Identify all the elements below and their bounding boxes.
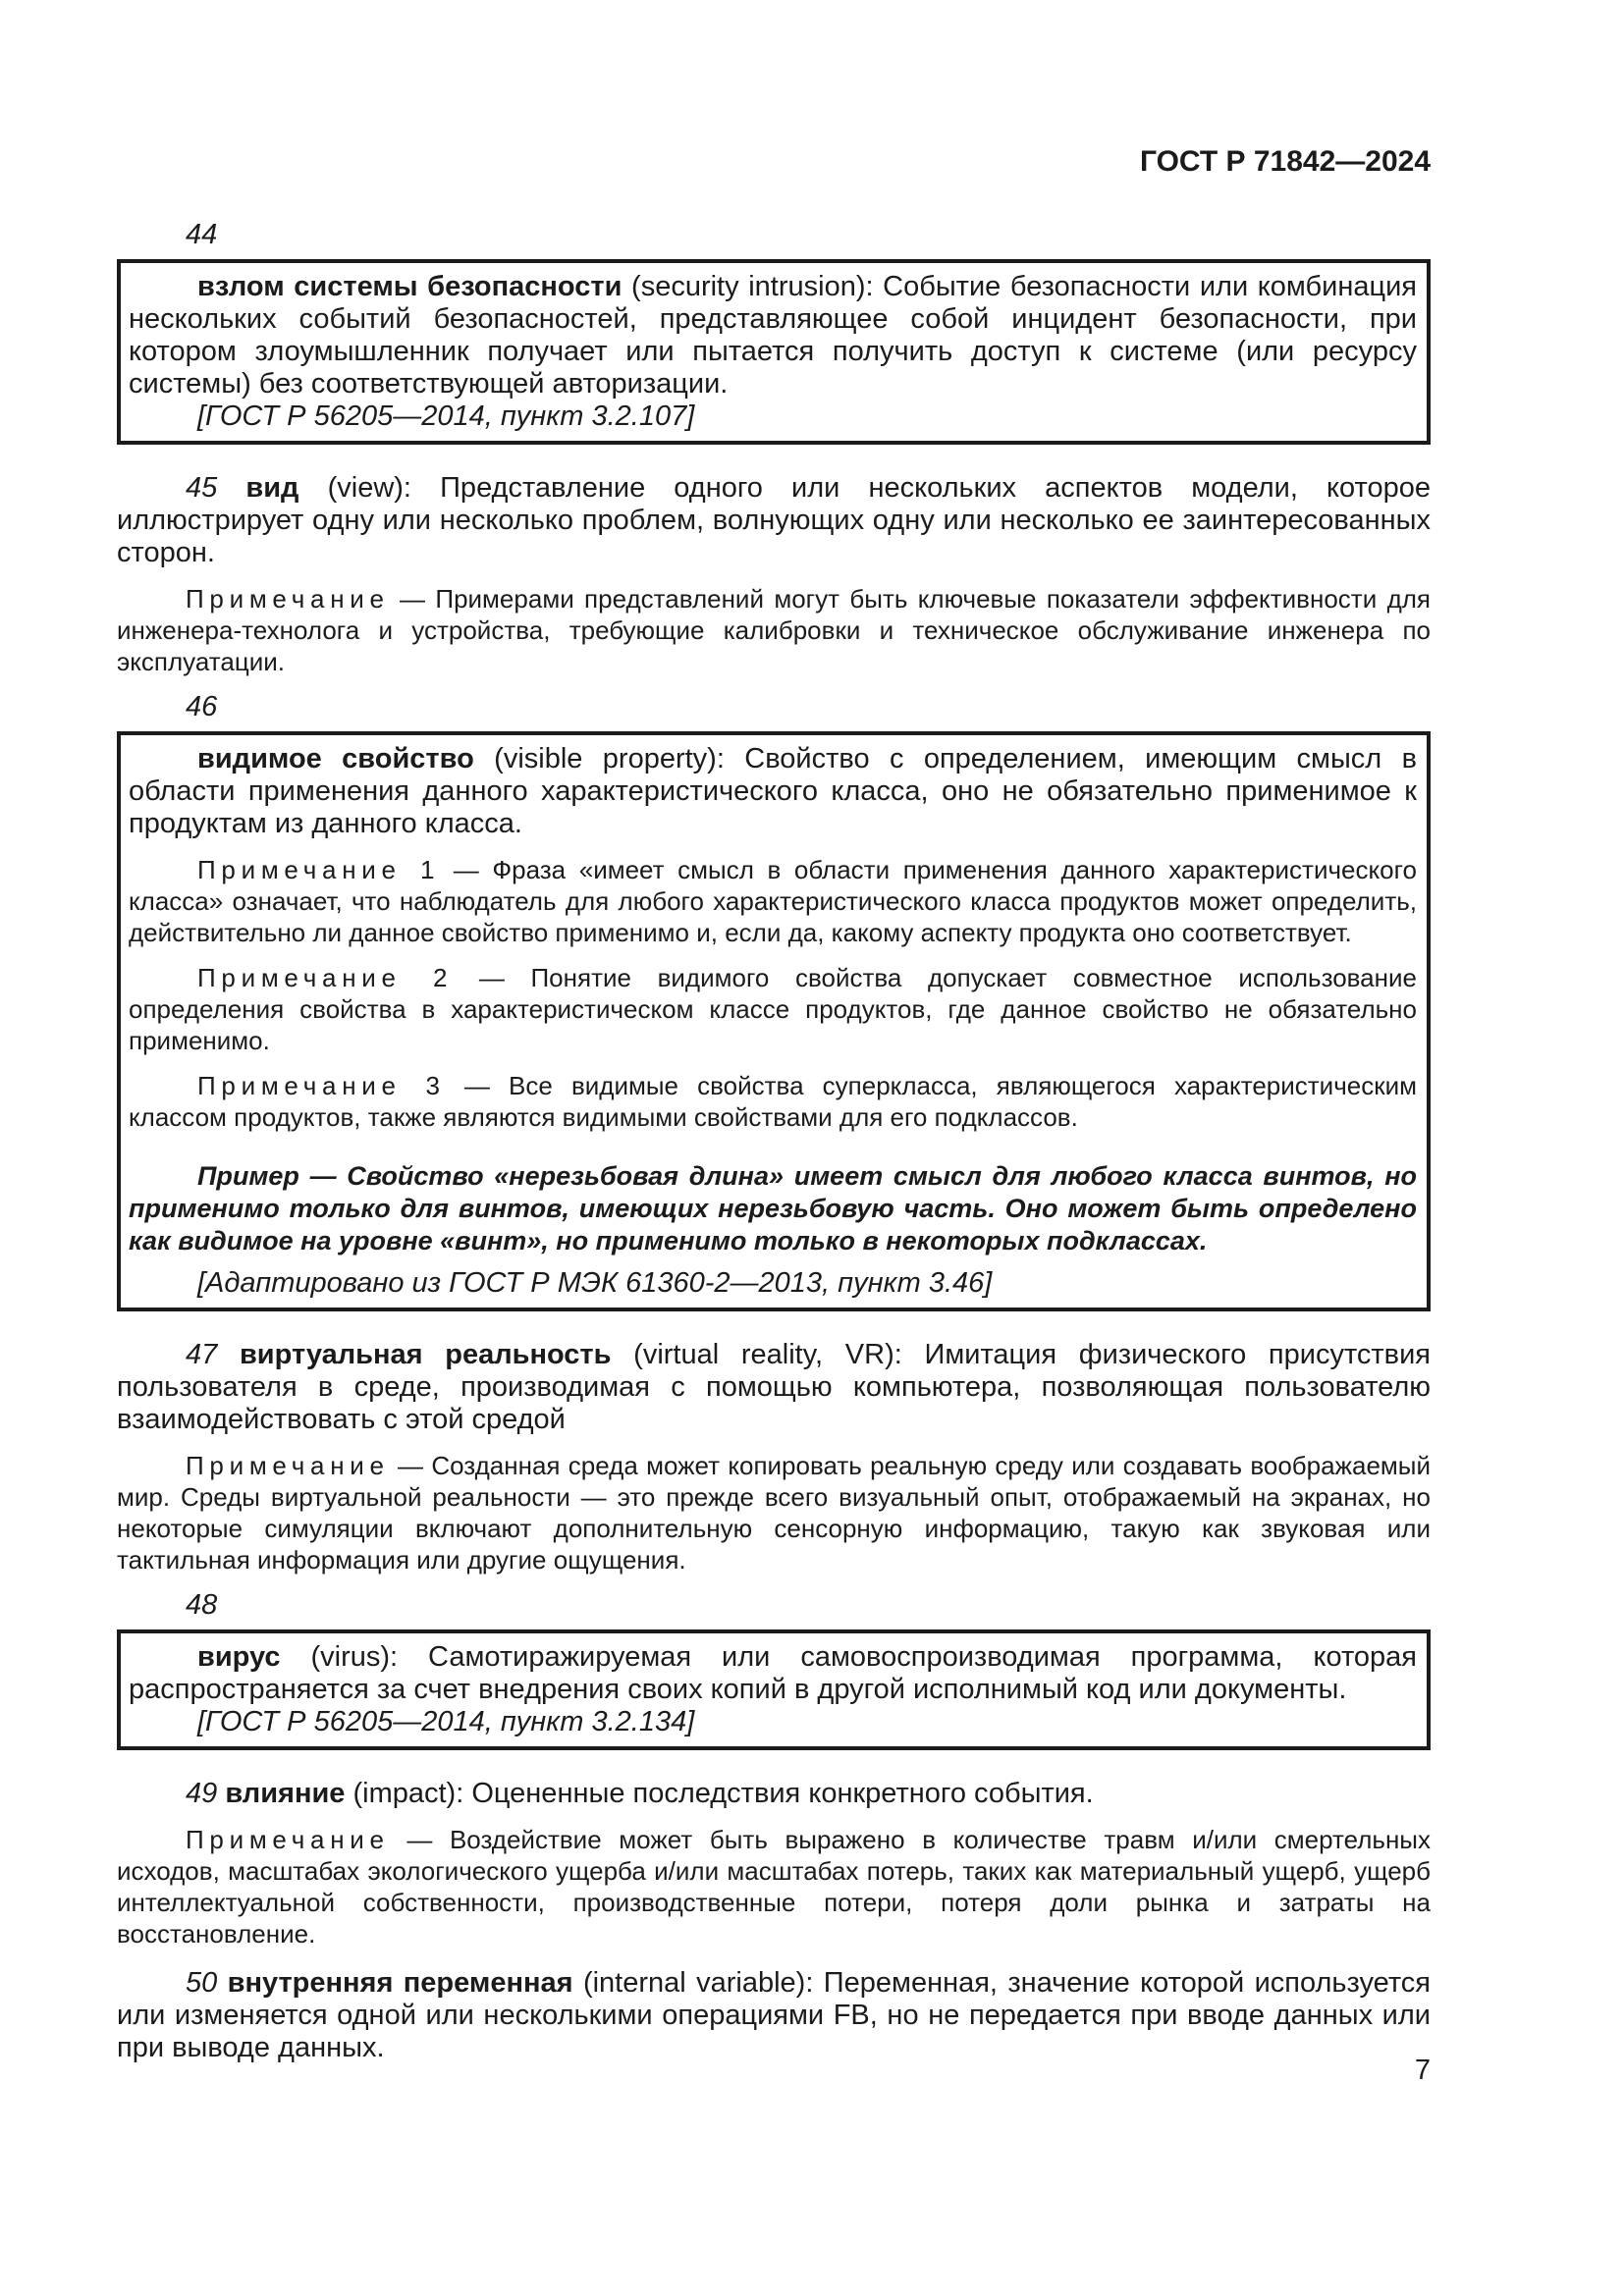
entry-44-definition-text: (security intrusion): Событие безопасности или комбинация нескольких событий безопасностей, представляющее собой инцидент безопасности, при котором злоумышленник получает или пытается получить доступ к системе (или ресурсу системы) без соответствующей авторизации. — [129, 271, 1418, 400]
entry-46-note-1-label: Примечание 1 — [197, 855, 441, 884]
entry-46-definition — [129, 743, 1417, 840]
entry-49-note — [117, 1824, 1431, 1949]
entry-46-term: видимое свойство — [197, 743, 474, 774]
entry-47-note-label: Примечание — [186, 1451, 390, 1480]
page-number: 7 — [1414, 2055, 1431, 2086]
entry-45-definition-text: (view): Представление одного или нескольких аспектов модели, которое иллюстрирует одну или несколько проблем, волнующих одну или несколько ее заинтересованных сторон. — [117, 472, 1432, 568]
entry-47-definition-text: (virtual reality, VR): Имитация физического присутствия пользователя в среде, производимая с помощью компьютера, позволяющая пользователю взаимодействовать с этой средой — [117, 1339, 1431, 1435]
entry-49-definition-text: (impact): Оцененные последствия конкретного события. — [352, 1778, 1094, 1809]
entry-48-definition — [129, 1641, 1417, 1706]
entry-47-note — [117, 1450, 1431, 1575]
entry-45-note-text: — Примерами представлений могут быть ключевые показатели эффективности для инженера-технолога и устройства, требующие калибровки и техническое обслуживание инженера по эксплуатации. — [117, 584, 1431, 676]
entry-47-note-text: — Созданная среда может копировать реальную среду или создавать воображаемый мир. Среды виртуальной реальности — это прежде всего визуальный опыт, отображаемый на экранах, но некоторые симуляции включают дополнительную сенсорную информацию, такую как звуковая или тактильная информация или другие ощущения. — [117, 1451, 1431, 1575]
entry-46-example: Пример — Свойство «нерезьбовая длина» имеет смысл для любого класса винтов, но применимо только для винтов, имеющих нерезьбовую часть. Оно может быть определено как видимое на уровне «винт», но применимо только в некоторых подклассах. — [129, 1161, 1417, 1255]
entry-45-note-label: Примечание — [186, 584, 390, 614]
entry-46-note-3-label: Примечание 3 — [197, 1071, 446, 1100]
entry-49-note-text: — Воздействие может быть выражено в количестве травм и/или смертельных исходов, масштабах экологического ущерба и/или масштабах потерь, таких как материальный ущерб, ущерб интеллектуальной собственности, производственные потери, потеря доли рынка и затраты на восстановление. — [117, 1825, 1431, 1949]
entry-48-source-reference: [ГОСТ Р 56205—2014, пункт 3.2.134] — [197, 1706, 695, 1737]
entry-47-number: 47 — [186, 1339, 218, 1370]
entry-44-number-label: 44 — [186, 219, 218, 250]
entry-48-definition-text: (virus): Самотиражируемая или самовоспроизводимая программа, которая распространяется за счет внедрения своих копий в другой исполнимый код или документы. — [129, 1641, 1417, 1705]
entry-49-term: влияние — [225, 1778, 346, 1809]
entry-44-source-reference: [ГОСТ Р 56205—2014, пункт 3.2.107] — [197, 400, 695, 432]
entry-45-number: 45 — [186, 472, 218, 504]
entry-48-definition-box — [117, 1629, 1431, 1750]
entry-50-number: 50 — [186, 1967, 218, 1999]
entry-46-note-1 — [129, 854, 1417, 948]
entry-49-definition — [117, 1778, 1431, 1810]
entry-47-definition — [117, 1339, 1431, 1436]
entry-45-note — [117, 583, 1431, 677]
entry-46-definition-box — [117, 731, 1431, 1311]
entry-45-term: вид — [245, 472, 299, 504]
entry-50-definition — [117, 1967, 1431, 2064]
entry-48-number-label: 48 — [186, 1589, 218, 1621]
entry-44-definition-box — [117, 259, 1431, 445]
entry-46-note-2-label: Примечание 2 — [197, 963, 454, 992]
entry-47-term: виртуальная реальность — [239, 1339, 612, 1370]
page-content — [117, 0, 1431, 2064]
entry-44-term: взлом системы безопасности — [197, 271, 623, 302]
entry-50-definition-text: (internal variable): Переменная, значение которой используется или изменяется одной или несколькими операциями FB, но не передается при вводе данных или при выводе данных. — [117, 1967, 1431, 2063]
entry-46-note-2 — [129, 962, 1417, 1056]
entry-46-note-1-text: — Фраза «имеет смысл в области применения данного характеристического класса» означает, что наблюдатель для любого характеристического класса продуктов может определить, действительно ли данное свойство применимо и, если да, какому аспекту продукта оно соответствует. — [129, 855, 1417, 947]
entry-46-definition-text: (visible property): Свойство с определением, имеющим смысл в области применения данного характеристического класса, оно не обязательно применимое к продуктам из данного класса. — [129, 743, 1418, 839]
doc-code-header: ГОСТ Р 71842—2024 — [1139, 145, 1431, 178]
entry-49-number: 49 — [186, 1778, 218, 1809]
entry-46-number-label: 46 — [186, 691, 218, 722]
entry-46-source-reference: [Адаптировано из ГОСТ Р МЭК 61360-2—2013, пункт 3.46] — [197, 1267, 993, 1299]
entry-48-term: вирус — [197, 1641, 281, 1673]
entry-50-term: внутренняя переменная — [227, 1967, 573, 1999]
entry-49-note-label: Примечание — [186, 1825, 390, 1854]
entry-46-note-3 — [129, 1070, 1417, 1133]
entry-45-definition — [117, 472, 1431, 569]
entry-46-note-2-text: — Понятие видимого свойства допускает совместное использование определения свойства в характеристическом классе продуктов, где данное свойство не обязательно применимо. — [129, 963, 1417, 1055]
entry-46-note-3-text: — Все видимые свойства суперкласса, являющегося характеристическим классом продуктов, также являются видимыми свойствами для его подклассов. — [129, 1071, 1417, 1132]
entry-44-definition — [129, 271, 1417, 400]
